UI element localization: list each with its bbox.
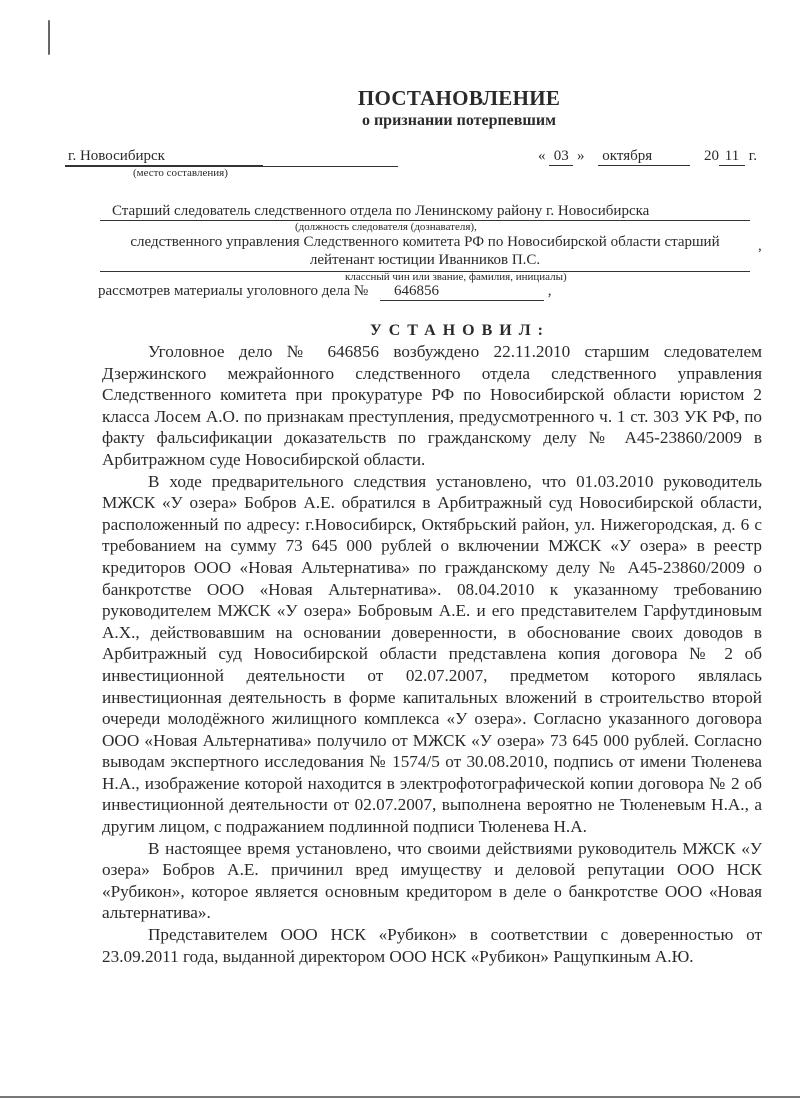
date-year-prefix: 20 bbox=[704, 148, 719, 164]
paragraph: В настоящее время установлено, что своими действиями руководитель МЖСК «У озера» Бобров А.Е. причинил вред имуществу и деловой репутации ООО НСК «Рубикон», которое является основным кредитором в деле о банкротстве ООО «Новая альтернатива». bbox=[102, 838, 762, 923]
date-year-mark: г. bbox=[748, 148, 757, 164]
place-field bbox=[65, 148, 263, 166]
document-title: ПОСТАНОВЛЕНИЕ bbox=[357, 86, 561, 110]
date-open-quote: « bbox=[538, 148, 546, 164]
position-hint: (должность следователя (дознавателя), bbox=[295, 221, 477, 233]
date-day: 03 bbox=[549, 148, 573, 166]
date-month: октября bbox=[598, 148, 690, 166]
review-comma: , bbox=[547, 283, 552, 299]
review-line bbox=[98, 283, 551, 301]
place-hint: (место составления) bbox=[133, 167, 228, 179]
date-field bbox=[538, 148, 757, 166]
investigator-rank: следственного управления Следственного комитета РФ по Новосибирской области старший лейтенант юстиции Иванников П.С. bbox=[100, 233, 750, 272]
case-number: 646856 bbox=[380, 283, 544, 301]
rank-hint: классный чин или звание, фамилия, инициалы) bbox=[345, 271, 567, 283]
page-bottom-edge bbox=[0, 1096, 800, 1098]
date-year-suffix: 11 bbox=[719, 148, 745, 166]
paragraph: Представителем ООО НСК «Рубикон» в соответствии с доверенностью от 23.09.2011 года, выданной директором ООО НСК «Рубикон» Ращупкиным А.Ю. bbox=[102, 925, 762, 966]
place-value: г. Новосибирск bbox=[68, 148, 165, 164]
document-subtitle: о признании потерпевшим bbox=[361, 112, 557, 129]
paragraph: Уголовное дело № 646856 возбуждено 22.11.2010 старшим следователем Дзержинского межрайонного следственного отдела следственного управления Следственного комитета при прокуратуре РФ по Новосибирской области юристом 2 класса Лосем А.О. по признакам преступления, предусмотренного ч. 1 ст. 303 УК РФ, по факту фальсификации доказательств по гражданскому делу № А45-23860/2009 в Арбитражном суде Новосибирской области. bbox=[102, 342, 762, 469]
paragraph: В ходе предварительного следствия установлено, что 01.03.2010 руководитель МЖСК «У озера» Бобров А.Е. обратился в Арбитражный суд Новосибирской области, расположенный по адресу: г.Новосибирск, Октябрьский район, ул. Нижегородская, д. 6 с требованием на сумму 73 645 000 рублей о включении МЖСК «У озера» в реестр кредиторов ООО «Новая Альтернатива» по гражданскому делу № А45-23860/2009 о банкротстве ООО «Новая Альтернатива». 08.04.2010 к указанному требованию руководителем МЖСК «У озера» Бобровым А.Е. и его представителем Гарфутдиновым А.Х., действовавшим на основании доверенности, в обоснование своих доводов в Арбитражный суд Новосибирской области представлена копия договора № 2 об инвестиционной деятельности от 02.07.2007, предметом которого являлась инвестиционная деятельность в форме капитальных вложений в строительство второй очереди молодёжного жилищного комплекса «У озера». Согласно указанного договора ООО «Новая Альтернатива» получило от МЖСК «У озера» 73 645 000 рублей. Согласно выводам экспертного исследования № 1574/5 от 30.08.2010, подпись от имени Тюленева Н.А., изображение которой находится в электрофотографической копии договора № 2 об инвестиционной деятельности от 02.07.2007, выполнена вероятно не Тюленевым Н.А., а другим лицом, с подражанием подлинной подписи Тюленева Н.А. bbox=[102, 471, 762, 837]
date-close-quote: » bbox=[577, 148, 585, 164]
place-underline bbox=[65, 166, 398, 167]
investigator-position: Старший следователь следственного отдела по Ленинскому району г. Новосибирска bbox=[100, 203, 750, 221]
review-label: рассмотрев материалы уголовного дела № bbox=[98, 283, 369, 299]
margin-mark bbox=[48, 20, 50, 55]
rank-comma: , bbox=[758, 238, 762, 254]
document-body bbox=[102, 341, 762, 967]
section-heading: УСТАНОВИЛ: bbox=[370, 322, 550, 339]
